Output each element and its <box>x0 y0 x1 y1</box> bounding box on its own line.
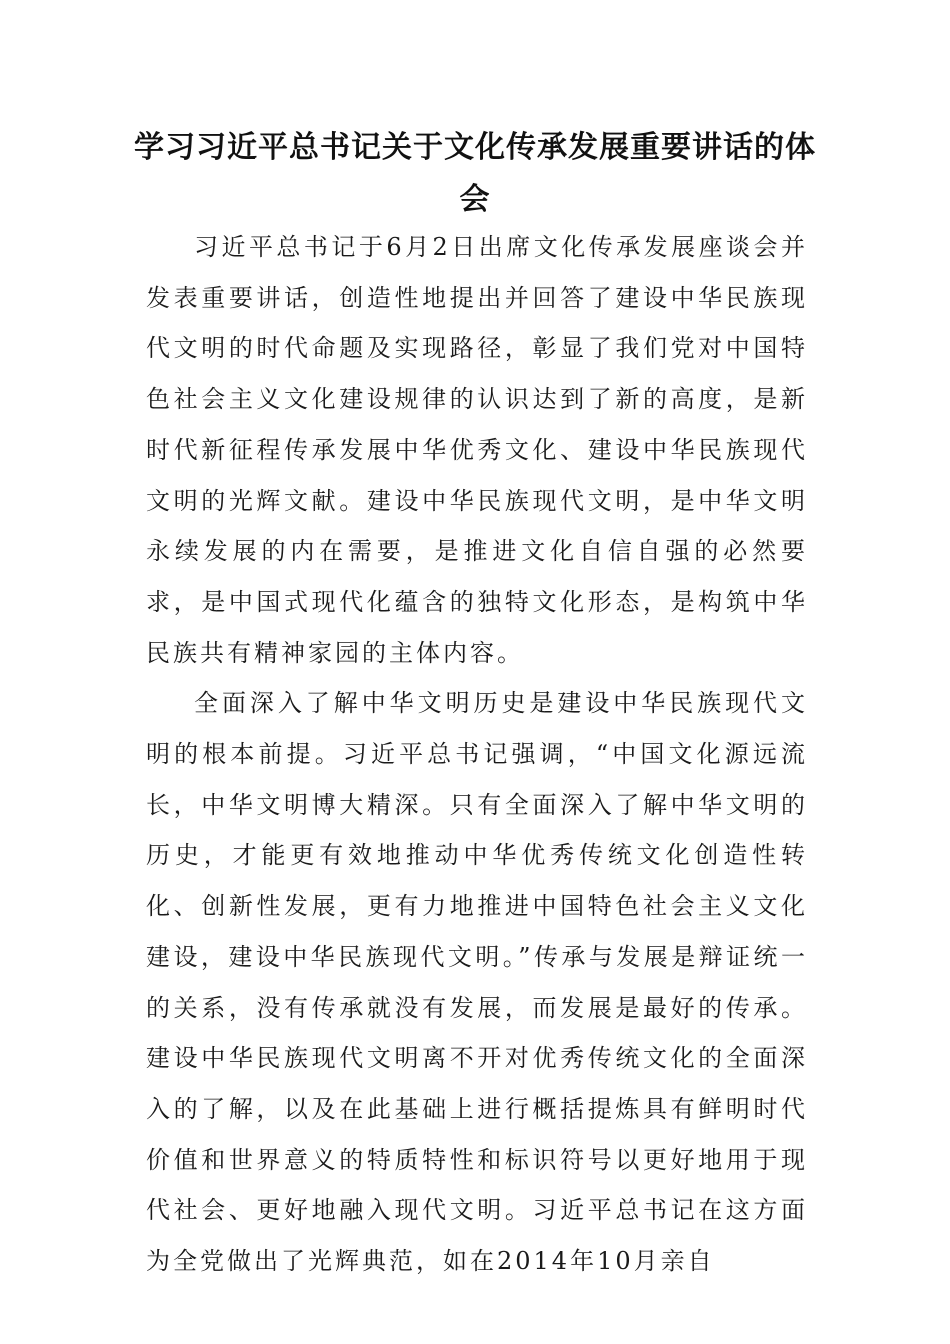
document-body <box>146 222 808 1287</box>
document-title: 学习习近平总书记关于文化传承发展重要讲话的体会 <box>134 130 816 217</box>
paragraph-1: 习近平总书记于6月2日出席文化传承发展座谈会并发表重要讲话，创造性地提出并回答了建设中华民族现代文明的时代命题及实现路径，彰显了我们党对中国特色社会主义文化建设规律的认识达到了新的高度，是新时代新征程传承发展中华优秀文化、建设中华民族现代文明的光辉文献。建设中华民族现代文明，是中华文明永续发展的内在需要，是推进文化自信自强的必然要求，是中国式现代化蕴含的独特文化形态，是构筑中华民族共有精神家园的主体内容。 <box>146 233 808 667</box>
paragraph-2: 全面深入了解中华文明历史是建设中华民族现代文明的根本前提。习近平总书记强调，“中国文化源远流长，中华文明博大精深。只有全面深入了解中华文明的历史，才能更有效地推动中华优秀传统文化创造性转化、创新性发展，更有力地推进中国特色社会主义文化建设，建设中华民族现代文明。”传承与发展是辩证统一的关系，没有传承就没有发展，而发展是最好的传承。建设中华民族现代文明离不开对优秀传统文化的全面深入的了解，以及在此基础上进行概括提炼具有鲜明时代价值和世界意义的特质特性和标识符号以更好地用于现代社会、更好地融入现代文明。习近平总书记在这方面为全党做出了光辉典范，如在2014年10月亲自 <box>146 689 808 1276</box>
